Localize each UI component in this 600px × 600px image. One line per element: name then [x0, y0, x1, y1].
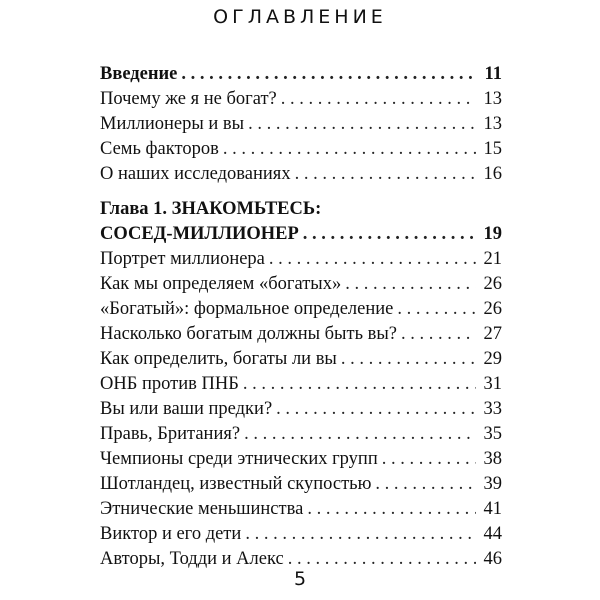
- toc-entry-page: 35: [483, 424, 502, 444]
- dot-leader: [397, 297, 476, 322]
- toc-entry-page: 29: [483, 349, 502, 369]
- page-title: ОГЛАВЛЕНИЕ: [213, 6, 387, 28]
- toc-entry-page: 19: [483, 224, 502, 244]
- toc-entry-label: О наших исследованиях: [100, 164, 291, 184]
- toc-entry-page: 26: [483, 299, 502, 319]
- toc-entry-label: Миллионеры и вы: [100, 114, 245, 134]
- dot-leader: [382, 447, 476, 472]
- toc-entry-page: 44: [483, 524, 502, 544]
- toc-entry-page: 31: [483, 374, 502, 394]
- dot-leader: [276, 397, 476, 422]
- toc-entry: [100, 372, 502, 397]
- dot-leader: [295, 162, 476, 187]
- toc-entry-label: Вы или ваши предки?: [100, 399, 273, 419]
- toc-entry-label: ОНБ против ПНБ: [100, 374, 239, 394]
- toc-entry: [100, 422, 502, 447]
- toc-entry-page: 13: [483, 89, 502, 109]
- toc-entry-label: Чемпионы среди этнических групп: [100, 449, 378, 469]
- toc-entry: [100, 447, 502, 472]
- toc-entry-label: Шотландец, известный скупостью: [100, 474, 372, 494]
- toc-entry: [100, 347, 502, 372]
- dot-leader: [345, 272, 476, 297]
- toc-entry: [100, 87, 502, 112]
- toc-entry: [100, 497, 502, 522]
- table-of-contents: [100, 62, 502, 572]
- toc-entry-label: Правь, Британия?: [100, 424, 241, 444]
- dot-leader: [401, 322, 476, 347]
- toc-entry-page: 41: [483, 499, 502, 519]
- toc-entry-label: Семь факторов: [100, 139, 219, 159]
- dot-leader: [375, 472, 476, 497]
- toc-entry-label: Как мы определяем «богатых»: [100, 274, 342, 294]
- toc-entry: [100, 112, 502, 137]
- toc-entry: [100, 297, 502, 322]
- toc-entry-label: Портрет миллионера: [100, 249, 265, 269]
- dot-leader: [281, 87, 476, 112]
- toc-entry: [100, 247, 502, 272]
- toc-entry-page: 39: [483, 474, 502, 494]
- dot-leader: [307, 497, 476, 522]
- toc-entry: [100, 322, 502, 347]
- toc-entry-page: 33: [483, 399, 502, 419]
- toc-entry-intro: [100, 62, 502, 87]
- dot-leader: [243, 372, 476, 397]
- dot-leader: [181, 62, 476, 87]
- toc-entry-page: 15: [483, 139, 502, 159]
- dot-leader: [269, 247, 476, 272]
- toc-entry-label: Почему же я не богат?: [100, 89, 277, 109]
- chapter-title: Глава 1. ЗНАКОМЬТЕСЬ:: [100, 199, 322, 219]
- toc-entry-page: 13: [483, 114, 502, 134]
- dot-leader: [248, 112, 476, 137]
- toc-entry-page: 27: [483, 324, 502, 344]
- toc-entry-label: Как определить, богаты ли вы: [100, 349, 337, 369]
- toc-entry-page: 46: [483, 549, 502, 569]
- toc-entry-label: Насколько богатым должны быть вы?: [100, 324, 398, 344]
- toc-entry-label: «Богатый»: формальное определение: [100, 299, 394, 319]
- toc-entry: [100, 272, 502, 297]
- toc-entry-page: 16: [483, 164, 502, 184]
- section-spacer: [100, 187, 502, 197]
- toc-entry-label: Введение: [100, 64, 178, 84]
- chapter-heading-line1: [100, 197, 502, 222]
- dot-leader: [341, 347, 476, 372]
- dot-leader: [245, 522, 476, 547]
- toc-entry-label: Виктор и его дети: [100, 524, 242, 544]
- toc-entry-label: Авторы, Тодди и Алекс: [100, 549, 284, 569]
- toc-entry-label: Этнические меньшинства: [100, 499, 304, 519]
- toc-entry-page: 38: [483, 449, 502, 469]
- dot-leader: [244, 422, 476, 447]
- toc-entry-page: 11: [484, 64, 502, 84]
- dot-leader: [223, 137, 476, 162]
- toc-entry-chapter1: [100, 222, 502, 247]
- dot-leader: [303, 222, 476, 247]
- chapter-subtitle: СОСЕД-МИЛЛИОНЕР: [100, 224, 299, 244]
- toc-entry: [100, 522, 502, 547]
- toc-entry-page: 26: [483, 274, 502, 294]
- toc-entry: [100, 472, 502, 497]
- page-number: 5: [293, 568, 307, 590]
- toc-entry-page: 21: [483, 249, 502, 269]
- toc-entry: [100, 162, 502, 187]
- toc-entry: [100, 137, 502, 162]
- toc-entry: [100, 397, 502, 422]
